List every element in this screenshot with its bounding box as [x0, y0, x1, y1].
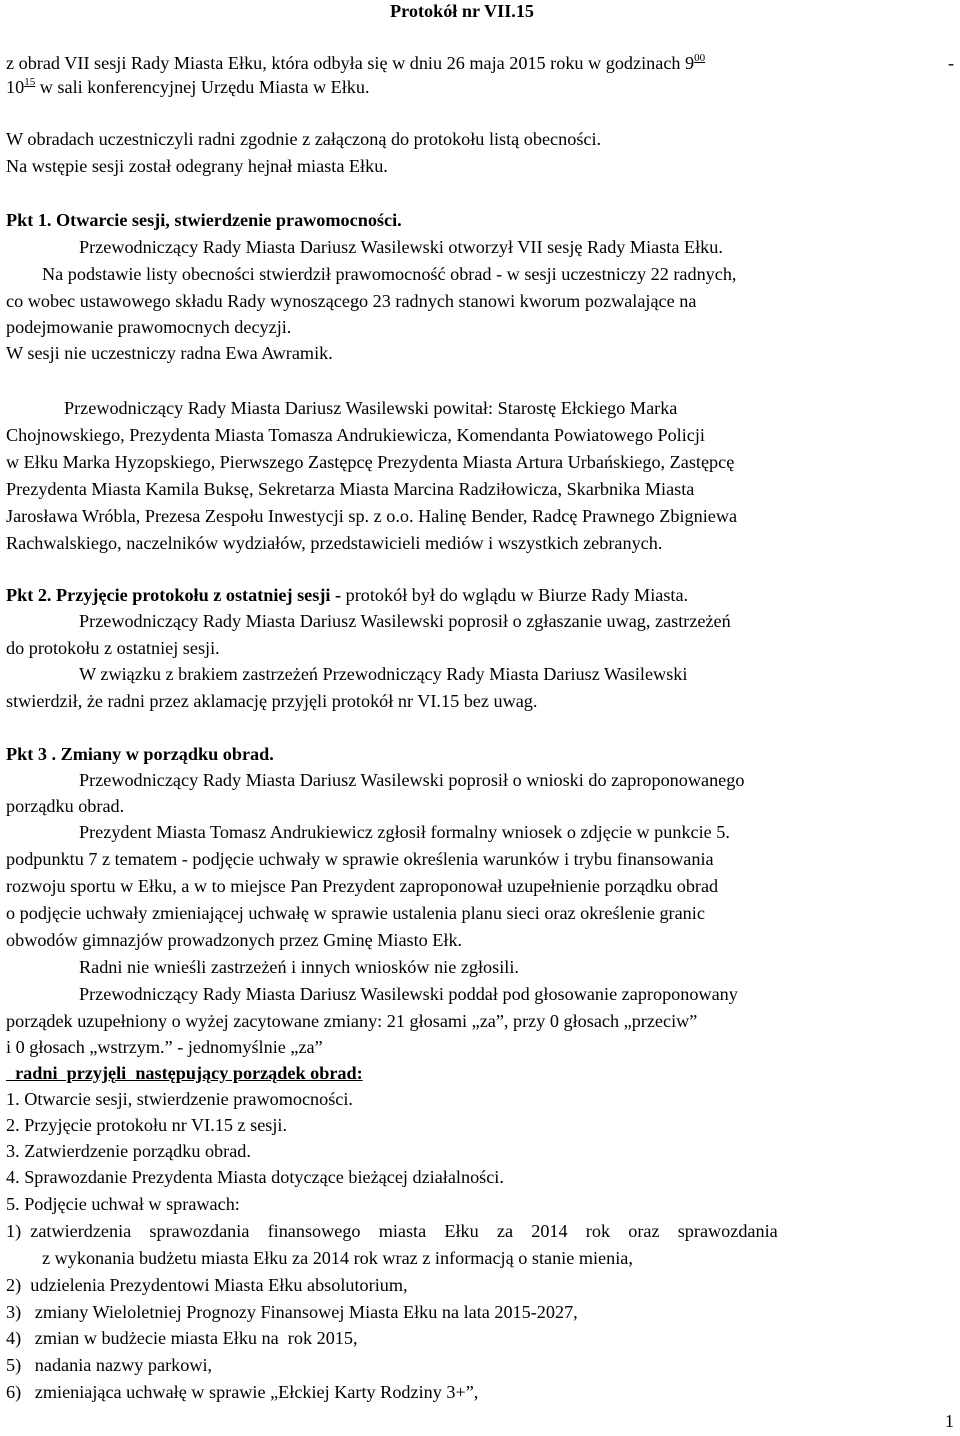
- greeting-paragraph: Prezydenta Miasta Kamila Buksę, Sekretarza Miasta Marcina Radziłowicza, Skarbnika Miasta: [6, 479, 695, 499]
- anthem-line: Na wstępie sesji został odegrany hejnał miasta Ełku.: [6, 156, 388, 176]
- agenda-subitem: 2) udzielenia Prezydentowi Miasta Ełku absolutorium,: [6, 1275, 408, 1295]
- agenda-item: 5. Podjęcie uchwał w sprawach:: [6, 1194, 240, 1214]
- intro-line-1: [6, 52, 705, 77]
- intro-line-2: [6, 76, 370, 101]
- agenda-heading: radni przyjęli następujący porządek obrad:: [6, 1063, 363, 1083]
- agenda-subitem: 5) nadania nazwy parkowi,: [6, 1355, 213, 1375]
- greeting-paragraph: Rachwalskiego, naczelników wydziałów, przedstawicieli mediów i wszystkich zebranych.: [6, 533, 663, 553]
- pkt3-paragraph: porządek uzupełniony o wyżej zacytowane zmiany: 21 głosami „za”, przy 0 głosach „przeciw”: [6, 1011, 698, 1031]
- agenda-subitem: 6) zmieniająca uchwałę w sprawie „Ełckiej Karty Rodziny 3+”,: [6, 1382, 479, 1402]
- pkt2-note: protokół był do wglądu w Biurze Rady Miasta.: [345, 585, 689, 605]
- agenda-item: 1. Otwarcie sesji, stwierdzenie prawomocności.: [6, 1089, 353, 1109]
- pkt2-label: Pkt 2. Przyjęcie protokołu z ostatniej sesji -: [6, 585, 346, 605]
- pkt3-paragraph: Przewodniczący Rady Miasta Dariusz Wasilewski poddał pod głosowanie zaproponowany: [79, 984, 738, 1004]
- agenda-subitem: 4) zmian w budżecie miasta Ełku na rok 2015,: [6, 1328, 358, 1348]
- time-end-hour: 10: [6, 77, 25, 97]
- pkt3-heading: Pkt 3 . Zmiany w porządku obrad.: [6, 744, 274, 764]
- pkt3-paragraph: podpunktu 7 z tematem - podjęcie uchwały w sprawie określenia warunków i trybu finansowania: [6, 849, 714, 869]
- pkt3-paragraph: Przewodniczący Rady Miasta Dariusz Wasilewski poprosił o wnioski do zaproponowanego: [79, 770, 745, 790]
- pkt3-paragraph: o podjęcie uchwały zmieniającej uchwałę w sprawie ustalenia planu sieci oraz określenie granic: [6, 903, 705, 923]
- pkt2-paragraph: Przewodniczący Rady Miasta Dariusz Wasilewski poprosił o zgłaszanie uwag, zastrzeżeń: [79, 611, 731, 631]
- document-title: Protokół nr VII.15: [390, 1, 535, 21]
- greeting-paragraph: Chojnowskiego, Prezydenta Miasta Tomasza Andrukiewicza, Komendanta Powiatowego Policji: [6, 425, 705, 445]
- intro-text: z obrad VII sesji Rady Miasta Ełku, która odbyła się w dniu 26 maja 2015 roku w godzinach 9: [6, 53, 695, 73]
- intro-location: w sali konferencyjnej Urzędu Miasta w Ełku.: [35, 77, 370, 97]
- greeting-paragraph: Jarosława Wróbla, Prezesa Zespołu Inwestycji sp. z o.o. Halinę Bender, Radcę Prawnego Zbigniewa: [6, 506, 738, 526]
- pkt2-heading: [6, 584, 688, 606]
- agenda-subitem-continuation: z wykonania budżetu miasta Ełku za 2014 rok wraz z informacją o stanie mienia,: [42, 1248, 633, 1268]
- pkt1-paragraph: co wobec ustawowego składu Rady wynoszącego 23 radnych stanowi kworum pozwalające na: [6, 291, 697, 311]
- agenda-item: 4. Sprawozdanie Prezydenta Miasta dotyczące bieżącej działalności.: [6, 1167, 504, 1187]
- agenda-item: 2. Przyjęcie protokołu nr VI.15 z sesji.: [6, 1115, 288, 1135]
- attendance-line: W obradach uczestniczyli radni zgodnie z załączoną do protokołu listą obecności.: [6, 129, 602, 149]
- time-end-minutes: 15: [24, 76, 36, 88]
- page-number: 1: [944, 1411, 954, 1431]
- pkt3-paragraph: rozwoju sportu w Ełku, a w to miejsce Pan Prezydent zaproponował uzupełnienie porządku obrad: [6, 876, 719, 896]
- pkt1-paragraph: podejmowanie prawomocnych decyzji.: [6, 317, 292, 337]
- intro-dash: -: [948, 53, 955, 73]
- pkt1-paragraph: Na podstawie listy obecności stwierdził prawomocność obrad - w sesji uczestniczy 22 radnych,: [42, 264, 737, 284]
- agenda-item: 3. Zatwierdzenie porządku obrad.: [6, 1141, 251, 1161]
- pkt1-paragraph: Przewodniczący Rady Miasta Dariusz Wasilewski otworzył VII sesję Rady Miasta Ełku.: [79, 237, 723, 257]
- pkt2-paragraph: stwierdził, że radni przez aklamację przyjęli protokół nr VI.15 bez uwag.: [6, 691, 538, 711]
- pkt1-paragraph: W sesji nie uczestniczy radna Ewa Awramik.: [6, 343, 333, 363]
- pkt3-paragraph: obwodów gimnazjów prowadzonych przez Gminę Miasto Ełk.: [6, 930, 463, 950]
- greeting-paragraph: Przewodniczący Rady Miasta Dariusz Wasilewski powitał: Starostę Ełckiego Marka: [64, 398, 678, 418]
- pkt3-paragraph: i 0 głosach „wstrzym.” - jednomyślnie „za”: [6, 1037, 323, 1057]
- time-start-minutes: 00: [694, 52, 706, 64]
- pkt1-heading: Pkt 1. Otwarcie sesji, stwierdzenie prawomocności.: [6, 210, 402, 230]
- greeting-paragraph: w Ełku Marka Hyzopskiego, Pierwszego Zastępcę Prezydenta Miasta Artura Urbańskiego, Zastępcę: [6, 452, 735, 472]
- pkt3-paragraph: Prezydent Miasta Tomasz Andrukiewicz zgłosił formalny wniosek o zdjęcie w punkcie 5.: [79, 822, 730, 842]
- agenda-subitem: 1) zatwierdzenia sprawozdania finansowego miasta Ełku za 2014 rok oraz sprawozdania: [6, 1221, 778, 1241]
- agenda-subitem: 3) zmiany Wieloletniej Prognozy Finansowej Miasta Ełku na lata 2015-2027,: [6, 1302, 578, 1322]
- pkt2-paragraph: W związku z brakiem zastrzeżeń Przewodniczący Rady Miasta Dariusz Wasilewski: [79, 664, 688, 684]
- pkt3-paragraph: porządku obrad.: [6, 796, 125, 816]
- pkt2-paragraph: do protokołu z ostatniej sesji.: [6, 638, 220, 658]
- pkt3-paragraph: Radni nie wnieśli zastrzeżeń i innych wniosków nie zgłosili.: [79, 957, 519, 977]
